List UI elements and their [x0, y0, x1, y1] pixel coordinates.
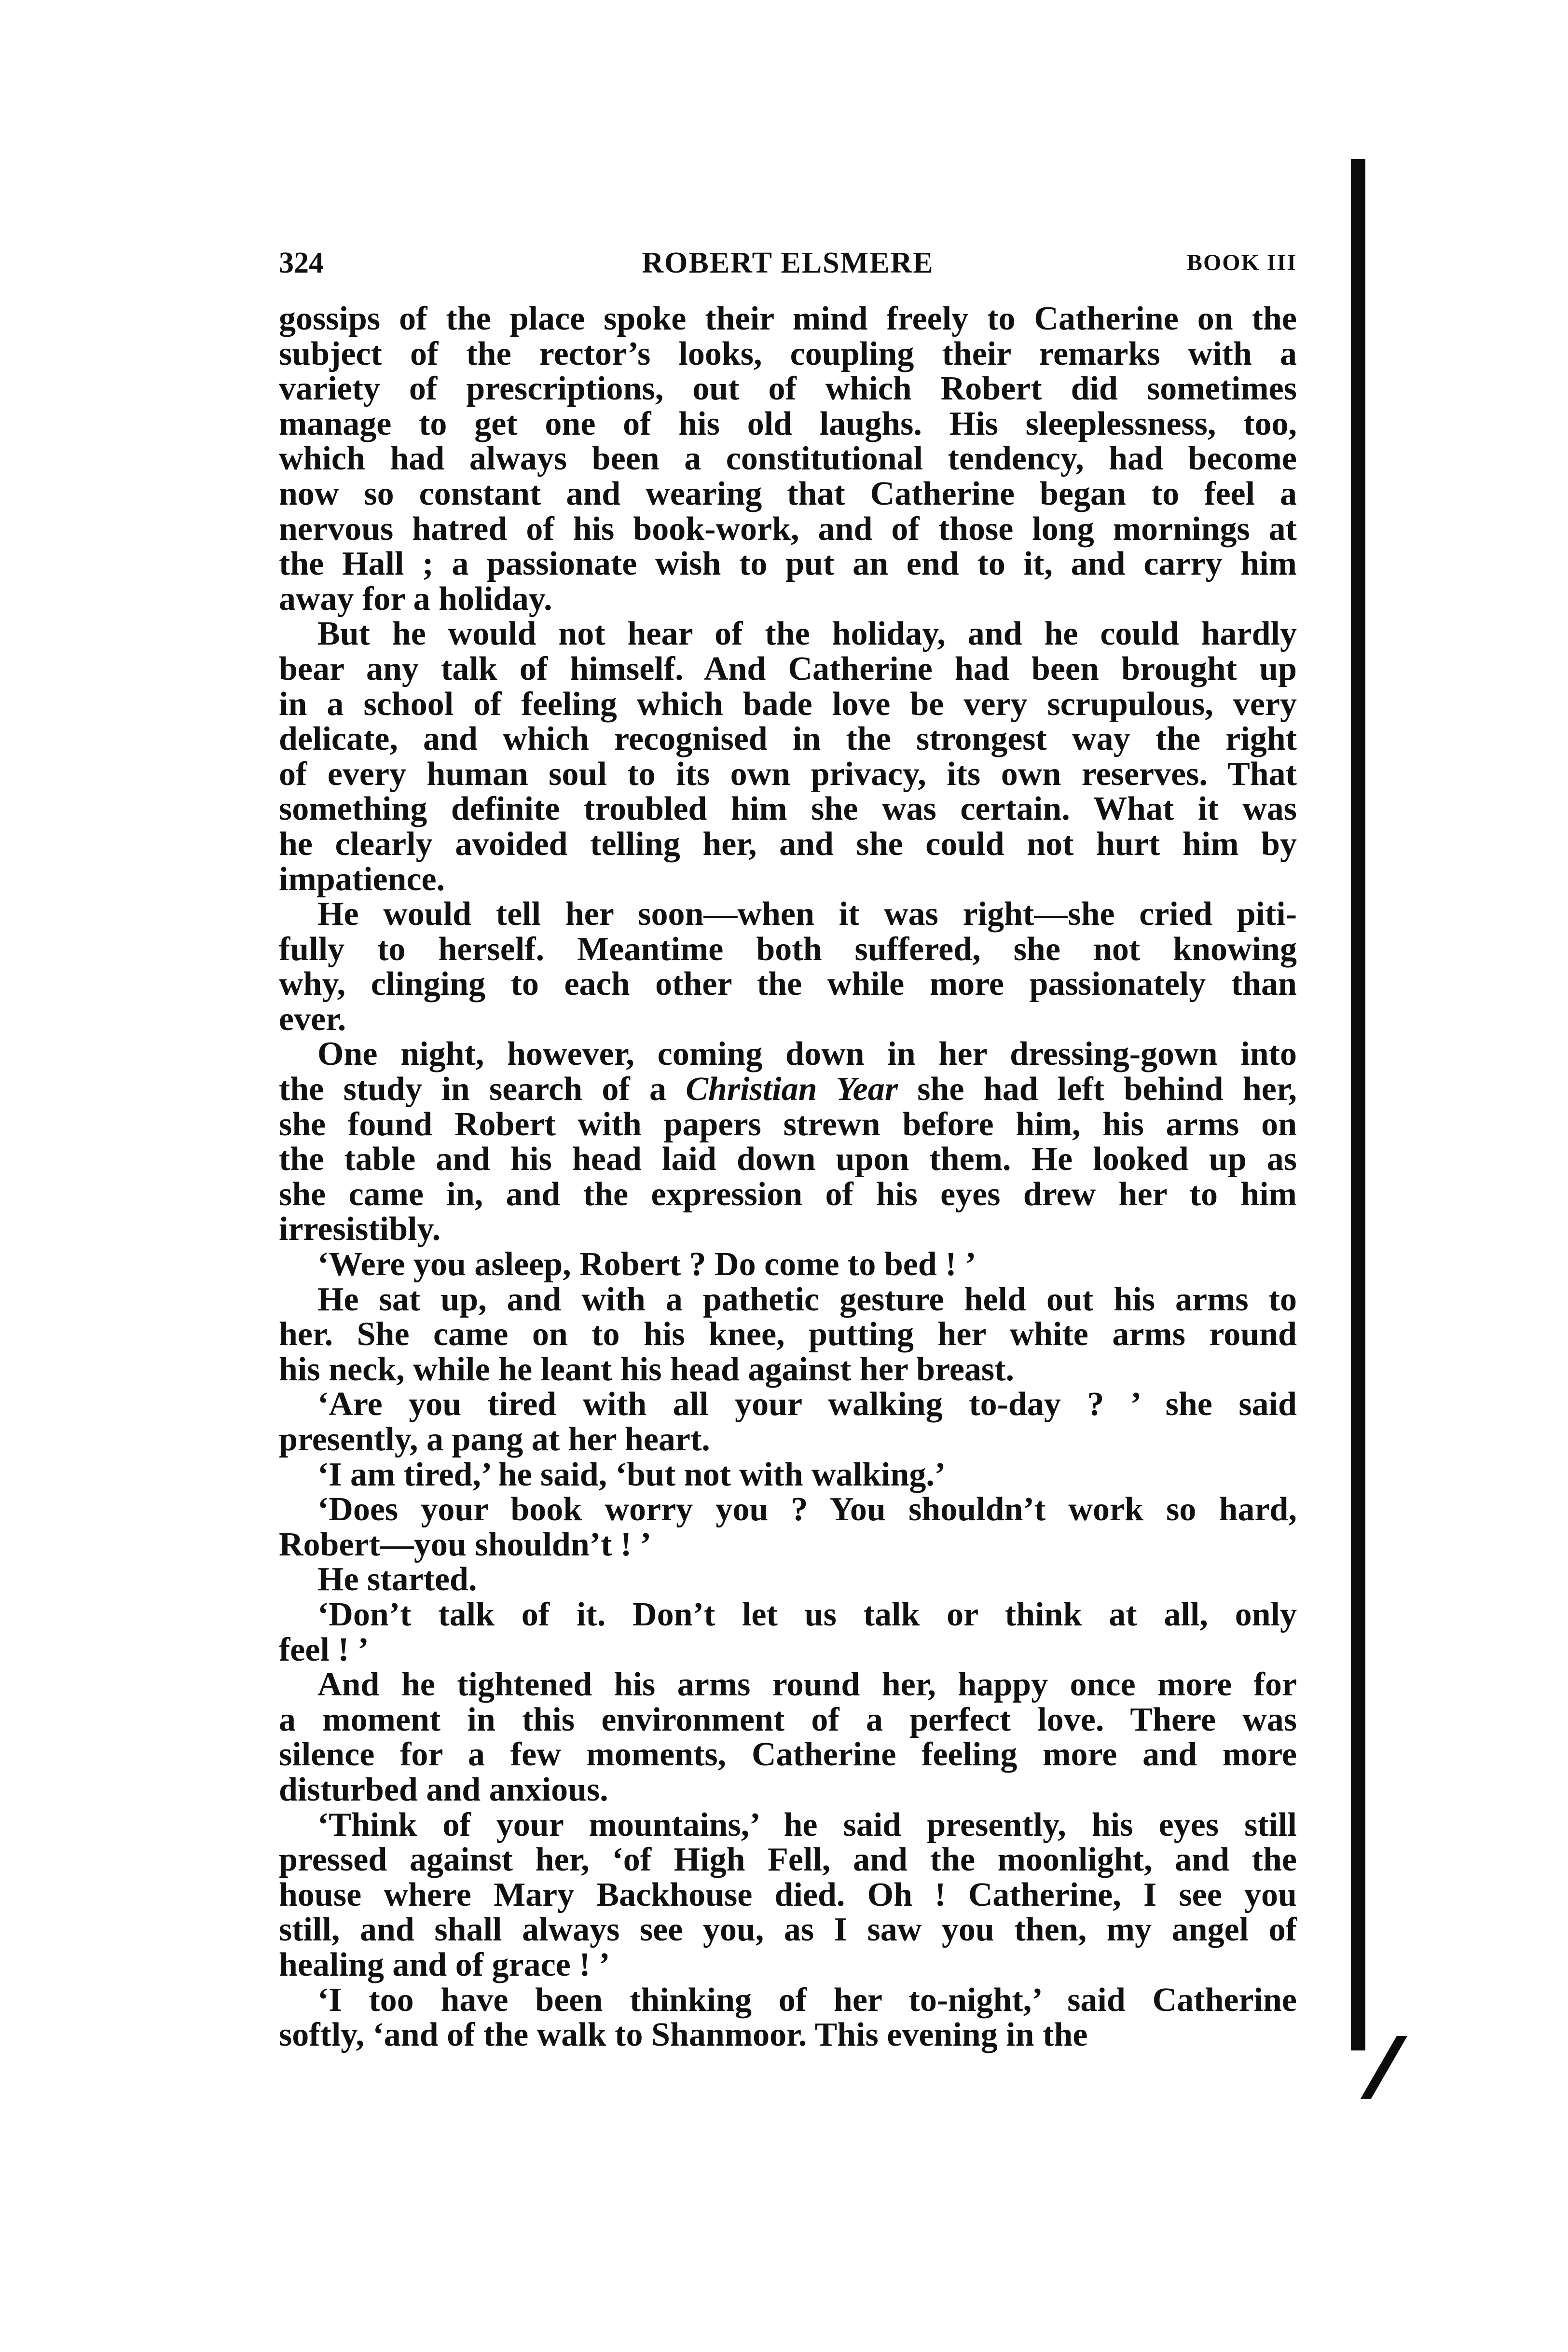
paragraph: [279, 1597, 1297, 1667]
text-line: ‘Does your book worry you ? You shouldn’t work so hard,: [317, 1491, 1297, 1528]
text-line: pressed against her, ‘of High Fell, and the moonlight, and the: [279, 1841, 1297, 1879]
paragraph: [279, 1492, 1297, 1562]
text-line: of every human soul to its own privacy, its own reserves. That: [279, 755, 1297, 793]
text-line: ‘Don’t talk of it. Don’t let us talk or think at all, only: [317, 1596, 1297, 1633]
text-line: why, clinging to each other the while more passionately than: [279, 965, 1297, 1003]
text-line: the table and his head laid down upon them. He looked up as: [279, 1141, 1297, 1178]
text-line: which had always been a constitutional tendency, had become: [279, 440, 1297, 478]
text-line: something definite troubled him she was certain. What it was: [279, 790, 1297, 828]
book-label: BOOK III: [1186, 250, 1297, 275]
text-line: ever.: [279, 1000, 346, 1038]
text-line: fully to herself. Meantime both suffered, she not knowing: [279, 930, 1297, 968]
text-line: He sat up, and with a pathetic gesture held out his arms to: [317, 1280, 1297, 1318]
text-line: But he would not hear of the holiday, and he could hardly: [317, 615, 1297, 653]
text-line: her. She came on to his knee, putting her white arms round: [279, 1316, 1297, 1353]
text-line: away for a holiday.: [279, 580, 552, 618]
text-line: the Hall ; a passionate wish to put an end to it, and carry him: [279, 545, 1297, 583]
text-line: healing and of grace ! ’: [279, 1946, 610, 1983]
text-line: in a school of feeling which bade love be very scrupulous, very: [279, 685, 1297, 723]
text-line: feel ! ’: [279, 1631, 369, 1668]
text-line: he clearly avoided telling her, and she could not hurt him by: [279, 825, 1297, 863]
text-line: silence for a few moments, Catherine feeling more and more: [279, 1736, 1297, 1774]
text-line: ‘Think of your mountains,’ he said presently, his eyes still: [317, 1806, 1297, 1843]
text-line: ‘I am tired,’ he said, ‘but not with walking.’: [317, 1456, 946, 1493]
running-title: ROBERT ELSMERE: [642, 247, 934, 279]
text-line: gossips of the place spoke their mind freely to Catherine on the: [279, 300, 1297, 337]
text-line: still, and shall always see you, as I saw you then, my angel of: [279, 1911, 1297, 1949]
text-line: a moment in this environment of a perfect love. There was: [279, 1701, 1297, 1738]
text-line: subject of the rector’s looks, coupling their remarks with a: [279, 335, 1297, 372]
text-line: And he tightened his arms round her, happy once more for: [317, 1666, 1297, 1704]
text-line: impatience.: [279, 860, 445, 898]
text-line: Robert—you shouldn’t ! ’: [279, 1526, 652, 1563]
paragraph: [279, 1037, 1297, 1247]
text-line: ‘Are you tired with all your walking to-day ? ’ she said: [317, 1386, 1297, 1423]
paragraph: [279, 1562, 1297, 1597]
scan-edge-tail: [1317, 2036, 1407, 2099]
text-line: bear any talk of himself. And Catherine had been brought up: [279, 650, 1297, 688]
paragraph: [279, 1808, 1297, 1983]
paragraph: [279, 1667, 1297, 1807]
page-header: [279, 241, 1297, 285]
scan-edge-bar: [1351, 159, 1365, 2050]
paragraph: [279, 1983, 1297, 2053]
text-line: she found Robert with papers strewn before him, his arms on: [279, 1105, 1297, 1143]
paragraph: [279, 617, 1297, 897]
text-line: variety of prescriptions, out of which Robert did sometimes: [279, 370, 1297, 408]
text-line: delicate, and which recognised in the strongest way the right: [279, 720, 1297, 758]
text-line: One night, however, coming down in her dressing-gown into: [317, 1035, 1297, 1073]
text-line: He would tell her soon—when it was right—she cried piti-: [317, 895, 1297, 933]
paragraph: [279, 1282, 1297, 1388]
text-line: his neck, while he leant his head against her breast.: [279, 1350, 1014, 1388]
paragraph: [279, 302, 1297, 617]
paragraph: [279, 1247, 1297, 1282]
paragraph: [279, 1458, 1297, 1493]
page-number: 324: [279, 247, 324, 279]
text-line: she came in, and the expression of his eyes drew her to him: [279, 1175, 1297, 1213]
text-line: softly, ‘and of the walk to Shanmoor. This evening in the: [279, 2016, 1088, 2054]
italic-title: Christian Year: [686, 1071, 898, 1108]
text-line: presently, a pang at her heart.: [279, 1421, 710, 1458]
text-line: house where Mary Backhouse died. Oh ! Catherine, I see you: [279, 1876, 1297, 1913]
text-line: ‘I too have been thinking of her to-night,’ said Catherine: [317, 1981, 1297, 2019]
text-line: irresistibly.: [279, 1210, 441, 1248]
paragraph: [279, 1387, 1297, 1457]
text-line: ‘Were you asleep, Robert ? Do come to bed ! ’: [317, 1246, 977, 1283]
text-line: He started.: [317, 1561, 477, 1598]
text-line: now so constant and wearing that Catherine began to feel a: [279, 475, 1297, 512]
text-line: manage to get one of his old laughs. His sleeplessness, too,: [279, 405, 1297, 442]
paragraph: [279, 897, 1297, 1037]
text-line: the study in search of a Christian Year she had left behind her,: [279, 1071, 1297, 1108]
text-line: disturbed and anxious.: [279, 1771, 608, 1808]
text-line: nervous hatred of his book-work, and of those long mornings at: [279, 510, 1297, 548]
body-text: [279, 302, 1297, 2053]
